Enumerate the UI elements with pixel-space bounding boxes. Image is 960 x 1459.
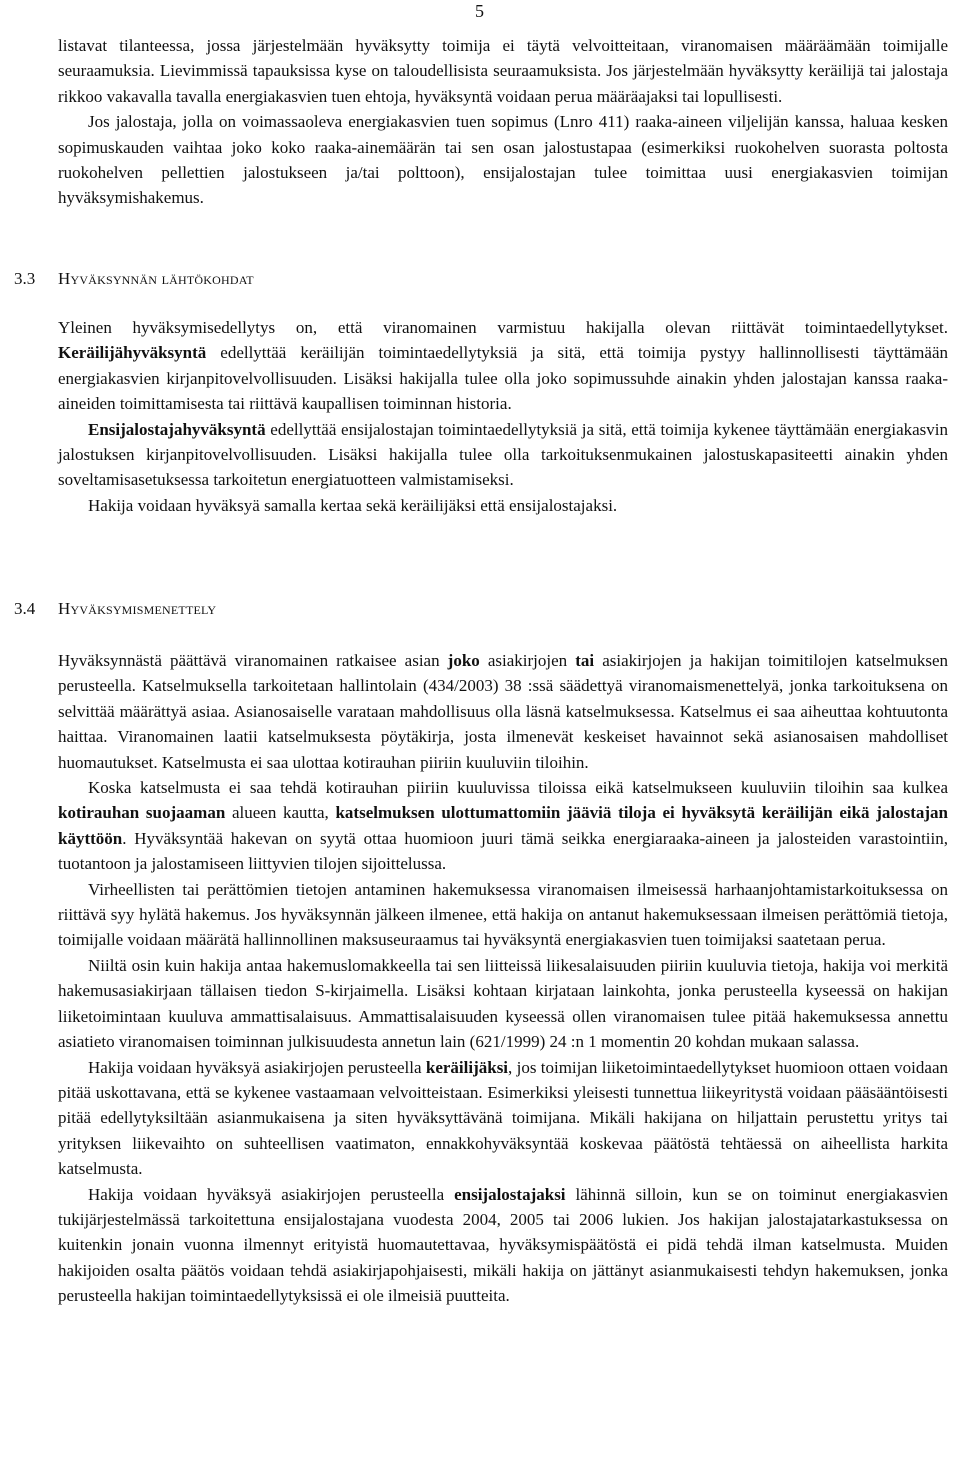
intro-section — [58, 33, 948, 211]
page-number: 5 — [475, 1, 484, 21]
intro-paragraph: Jos jalostaja, jolla on voimassaoleva energiakasvien tuen sopimus (Lnro 411) raaka-aineen viljelijän kanssa, haluaa kesken sopimuskauden vaihtaa joko koko raaka-ainemäärän tai sen osan jalostustapaa (esimerkiksi ruokohelven suorasta poltosta ruokohelven pellettien jalostukseen ja/tai polttoon), ensijalostajan tulee toimittaa uusi energiakasvien toimijan hyväksymishakemus. — [58, 112, 948, 208]
section-3-4-body — [58, 648, 948, 1309]
body-paragraph: Hyväksynnästä päättävä viranomainen ratkaisee asian joko asiakirjojen tai asiakirjojen ja hakijan toimitilojen katselmuksen perusteella. Katselmuksella tarkoitetaan hallintolain (434/2003) 38 :ssä säädettyä viranomaismenettelyä, jonka tarkoituksena on selvittää määrättyä asiaa. Asianosaiselle varataan mahdollisuus olla läsnä katselmuksessa. Katselmus ei saa aiheuttaa kohtuutonta haittaa. Viranomainen laatii katselmuksesta pöytäkirja, josta ilmenevät keskeiset havainnot sekä asianosaisen mahdolliset huomautukset. Katselmusta ei saa ulottaa kotirauhan piiriin kuuluviin tiloihin. — [58, 651, 949, 772]
section-number: 3.4 — [14, 599, 36, 618]
body-paragraph: Virheellisten tai perättömien tietojen antaminen hakemuksessa viranomaisen ilmeisessä harhaanjohtamistarkoituksessa on riittävä syy hylätä hakemus. Jos hyväksynnän jälkeen ilmenee, että hakija on antanut hakemuksessaan ilmeisen perättömiä tietoja, toimijalle voidaan määrätä hallinnollinen maksuseuraamus tai hyväksyntä energiakasvien tuen toimijaksi saatetaan perua. — [58, 879, 948, 950]
section-heading-3-4 — [14, 598, 216, 620]
body-paragraph: Yleinen hyväksymisedellytys on, että viranomainen varmistuu hakijalla olevan riittävät toimintaedellytykset. Keräilijähyväksyntä edellyttää keräilijän toimintaedellytyksiä ja sitä, että toimija pystyy hallinnollisesti täyttämään energiakasvien kirjanpitovelvollisuuden. Lisäksi hakijalla tulee olla joko sopimussuhde ainakin yhden jalostajan kanssa raaka-aineiden toimittamisesta tai riittävä kaupallisen toiminnan historia. — [58, 318, 948, 414]
section-3-3-body — [58, 315, 948, 518]
section-title: Hyväksymismenettely — [58, 599, 217, 618]
section-title: Hyväksynnän lähtökohdat — [58, 269, 254, 288]
section-heading-3-3 — [14, 268, 254, 290]
body-paragraph: Hakija voidaan hyväksyä asiakirjojen perusteella ensijalostajaksi lähinnä silloin, kun se on toiminut energiakasvien tukijärjestelmässä tarkoitettuna ensijalostajana vuodesta 2004, 2005 tai 2006 lukien. Jos hakijan jalostajatarkastuksessa on kuitenkin jonain vuonna ilmennyt erityistä huomautettavaa, hyväksymispäätöstä ei pidä tehdä ilman katselmusta. Muiden hakijoiden osalta päätös voidaan tehdä asiakirjapohjaisesti, mikäli hakija on jättänyt asianmukaisesti tehdyn hakemuksen, jonka perusteella hakijan toimintaedellytyksissä ei ole ilmeisiä puutteita. — [58, 1184, 948, 1306]
body-paragraph: Hakija voidaan hyväksyä samalla kertaa sekä keräilijäksi että ensijalostajaksi. — [88, 495, 618, 515]
body-paragraph: Niiltä osin kuin hakija antaa hakemuslomakkeella tai sen liitteissä liikesalaisuuden piiriin kuuluvia tietoja, hakija voi merkitä hakemusasiakirjaan tällaisen tiedon S-kirjaimella. Lisäksi kohtaan kirjataan lainkohta, jonka perusteella kyseessä on hakijan liiketoimintaan kuuluva ammattisalaisuus. Ammattisalaisuuden kyseessä ollen viranomaisen tulee pitää hakemuksessa annettu asiatieto viranomaisen toiminnan julkisuudesta annetun lain (621/1999) 24 :n 1 momentin 20 kohdan mukaan salassa. — [58, 955, 948, 1052]
body-paragraph: Koska katselmusta ei saa tehdä kotirauhan piiriin kuuluvissa tiloissa eikä katselmukseen kuuluviin tiloihin saa kulkea kotirauhan suojaaman alueen kautta, katselmuksen ulottumattomiin jääviä tiloja ei hyväksytä keräilijän eikä jalostajan käyttöön. Hyväksyntää hakevan on syytä ottaa huomioon juuri tämä seikka energiaraaka-aineen ja jalosteiden varastointiin, tuotantoon ja jalostamiseen liittyvien tilojen sijoittelussa. — [58, 778, 948, 874]
body-paragraph: Ensijalostajahyväksyntä edellyttää ensijalostajan toimintaedellytyksiä ja sitä, että toimija kykenee täyttämään energiakasvin jalostuksen kirjanpitovelvollisuuden. Lisäksi hakijalla tulee olla tarkoituksenmukainen jalostuskapasiteetti ainakin yhden soveltamisasetuksessa tarkoitetun energiatuotteen valmistamiseksi. — [58, 419, 948, 490]
body-paragraph: Hakija voidaan hyväksyä asiakirjojen perusteella keräilijäksi, jos toimijan liiketoimintaedellytykset huomioon ottaen voidaan pitää uskottavana, että se kykenee vastaamaan velvoitteistaan. Esimerkiksi yleisesti tunnettua liikeyritystä voidaan pääsääntöisesti pitää edellytyksiltään asianmukaisena ja siten hyväksyttävänä toimijana. Mikäli hakijana on hiljattain perustettu yritys tai yrityksen liikevaihto on suhteellisen vaatimaton, ennakkohyväksyntää koskevaa päätöstä tehtäessä on aiheellista harkita katselmusta. — [58, 1057, 948, 1179]
intro-paragraph: listavat tilanteessa, jossa järjestelmään hyväksytty toimija ei täytä velvoitteitaan, viranomaisen määräämään toimijalle seuraamuksia. Lievimmissä tapauksissa kyse on taloudellisista seuraamuksista. Jos järjestelmään hyväksytty keräilijä tai jalostaja rikkoo vakavalla tavalla energiakasvien tuen ehtoja, hyväksyntä voidaan perua määräajaksi tai lopullisesti. — [58, 36, 948, 106]
section-number: 3.3 — [14, 269, 36, 288]
